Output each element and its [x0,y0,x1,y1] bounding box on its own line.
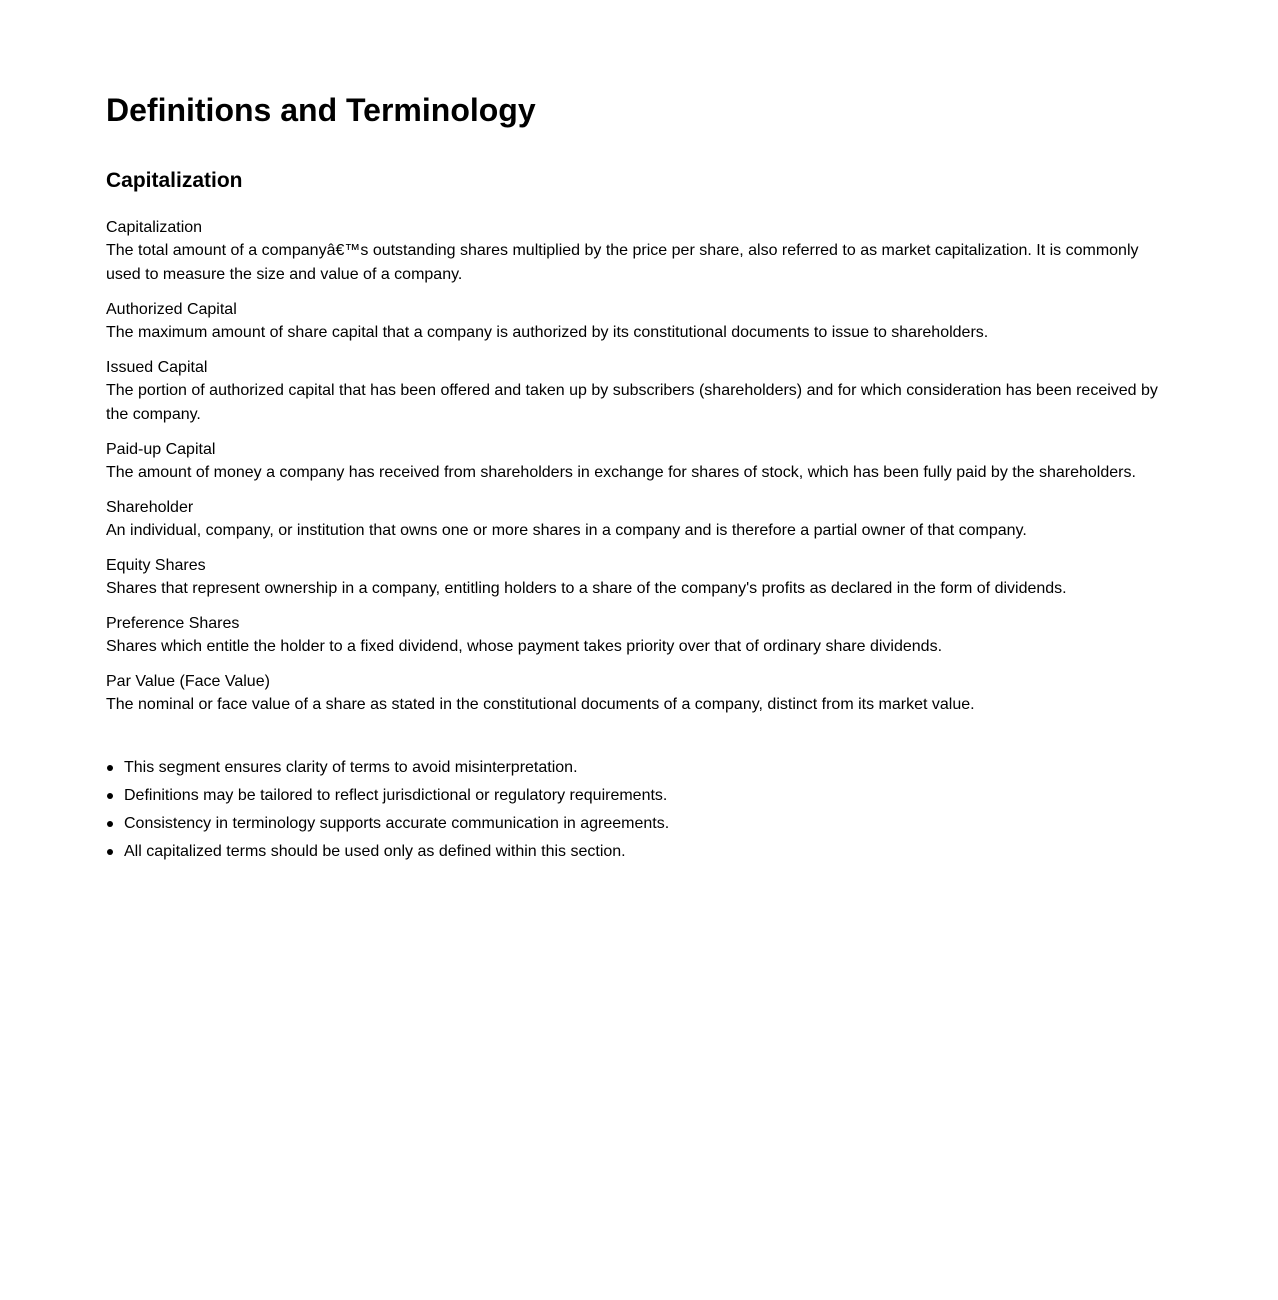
list-item [124,810,1172,838]
page-title: Definitions and Terminology [106,92,536,128]
definition-item [106,613,1172,659]
definition-description: The amount of money a company has received from shareholders in exchange for shares of stock, which has been fully paid by the shareholders. [106,464,1136,481]
definition-term: Par Value (Face Value) [106,673,270,690]
bullet-icon [107,849,113,855]
definition-item [106,439,1172,485]
definition-description: The nominal or face value of a share as stated in the constitutional documents of a company, distinct from its market value. [106,696,975,713]
definition-description: The total amount of a companyâ€™s outstanding shares multiplied by the price per share, also referred to as market capitalization. It is commonly used to measure the size and value of a company. [106,242,1139,283]
note-text: Consistency in terminology supports accurate communication in agreements. [124,815,670,832]
section-heading: Capitalization [106,169,243,192]
list-item [124,782,1172,810]
definition-description: Shares that represent ownership in a company, entitling holders to a share of the company's profits as declared in the form of dividends. [106,580,1067,597]
definition-item [106,217,1172,287]
note-text: This segment ensures clarity of terms to avoid misinterpretation. [124,759,578,776]
definition-term: Shareholder [106,499,194,516]
definition-item [106,299,1172,345]
bullet-icon [107,821,113,827]
definition-description: The maximum amount of share capital that a company is authorized by its constitutional documents to issue to shareholders. [106,324,989,341]
definition-item [106,497,1172,543]
definition-term: Preference Shares [106,615,240,632]
definition-description: The portion of authorized capital that has been offered and taken up by subscribers (shareholders) and for which consideration has been received by the company. [106,382,1158,423]
definition-term: Capitalization [106,219,203,236]
bullet-icon [107,765,113,771]
note-text: All capitalized terms should be used only as defined within this section. [124,843,626,860]
definition-item [106,357,1172,427]
list-item [124,838,1172,866]
note-text: Definitions may be tailored to reflect jurisdictional or regulatory requirements. [124,787,668,804]
notes-list [106,754,1172,866]
definition-description: Shares which entitle the holder to a fixed dividend, whose payment takes priority over that of ordinary share dividends. [106,638,943,655]
bullet-icon [107,793,113,799]
definition-term: Issued Capital [106,359,208,376]
definition-term: Paid-up Capital [106,441,216,458]
definition-item [106,555,1172,601]
definition-term: Equity Shares [106,557,206,574]
definitions-list [106,217,1172,717]
definition-item [106,671,1172,717]
definition-term: Authorized Capital [106,301,237,318]
list-item [124,754,1172,782]
definition-description: An individual, company, or institution that owns one or more shares in a company and is therefore a partial owner of that company. [106,522,1027,539]
